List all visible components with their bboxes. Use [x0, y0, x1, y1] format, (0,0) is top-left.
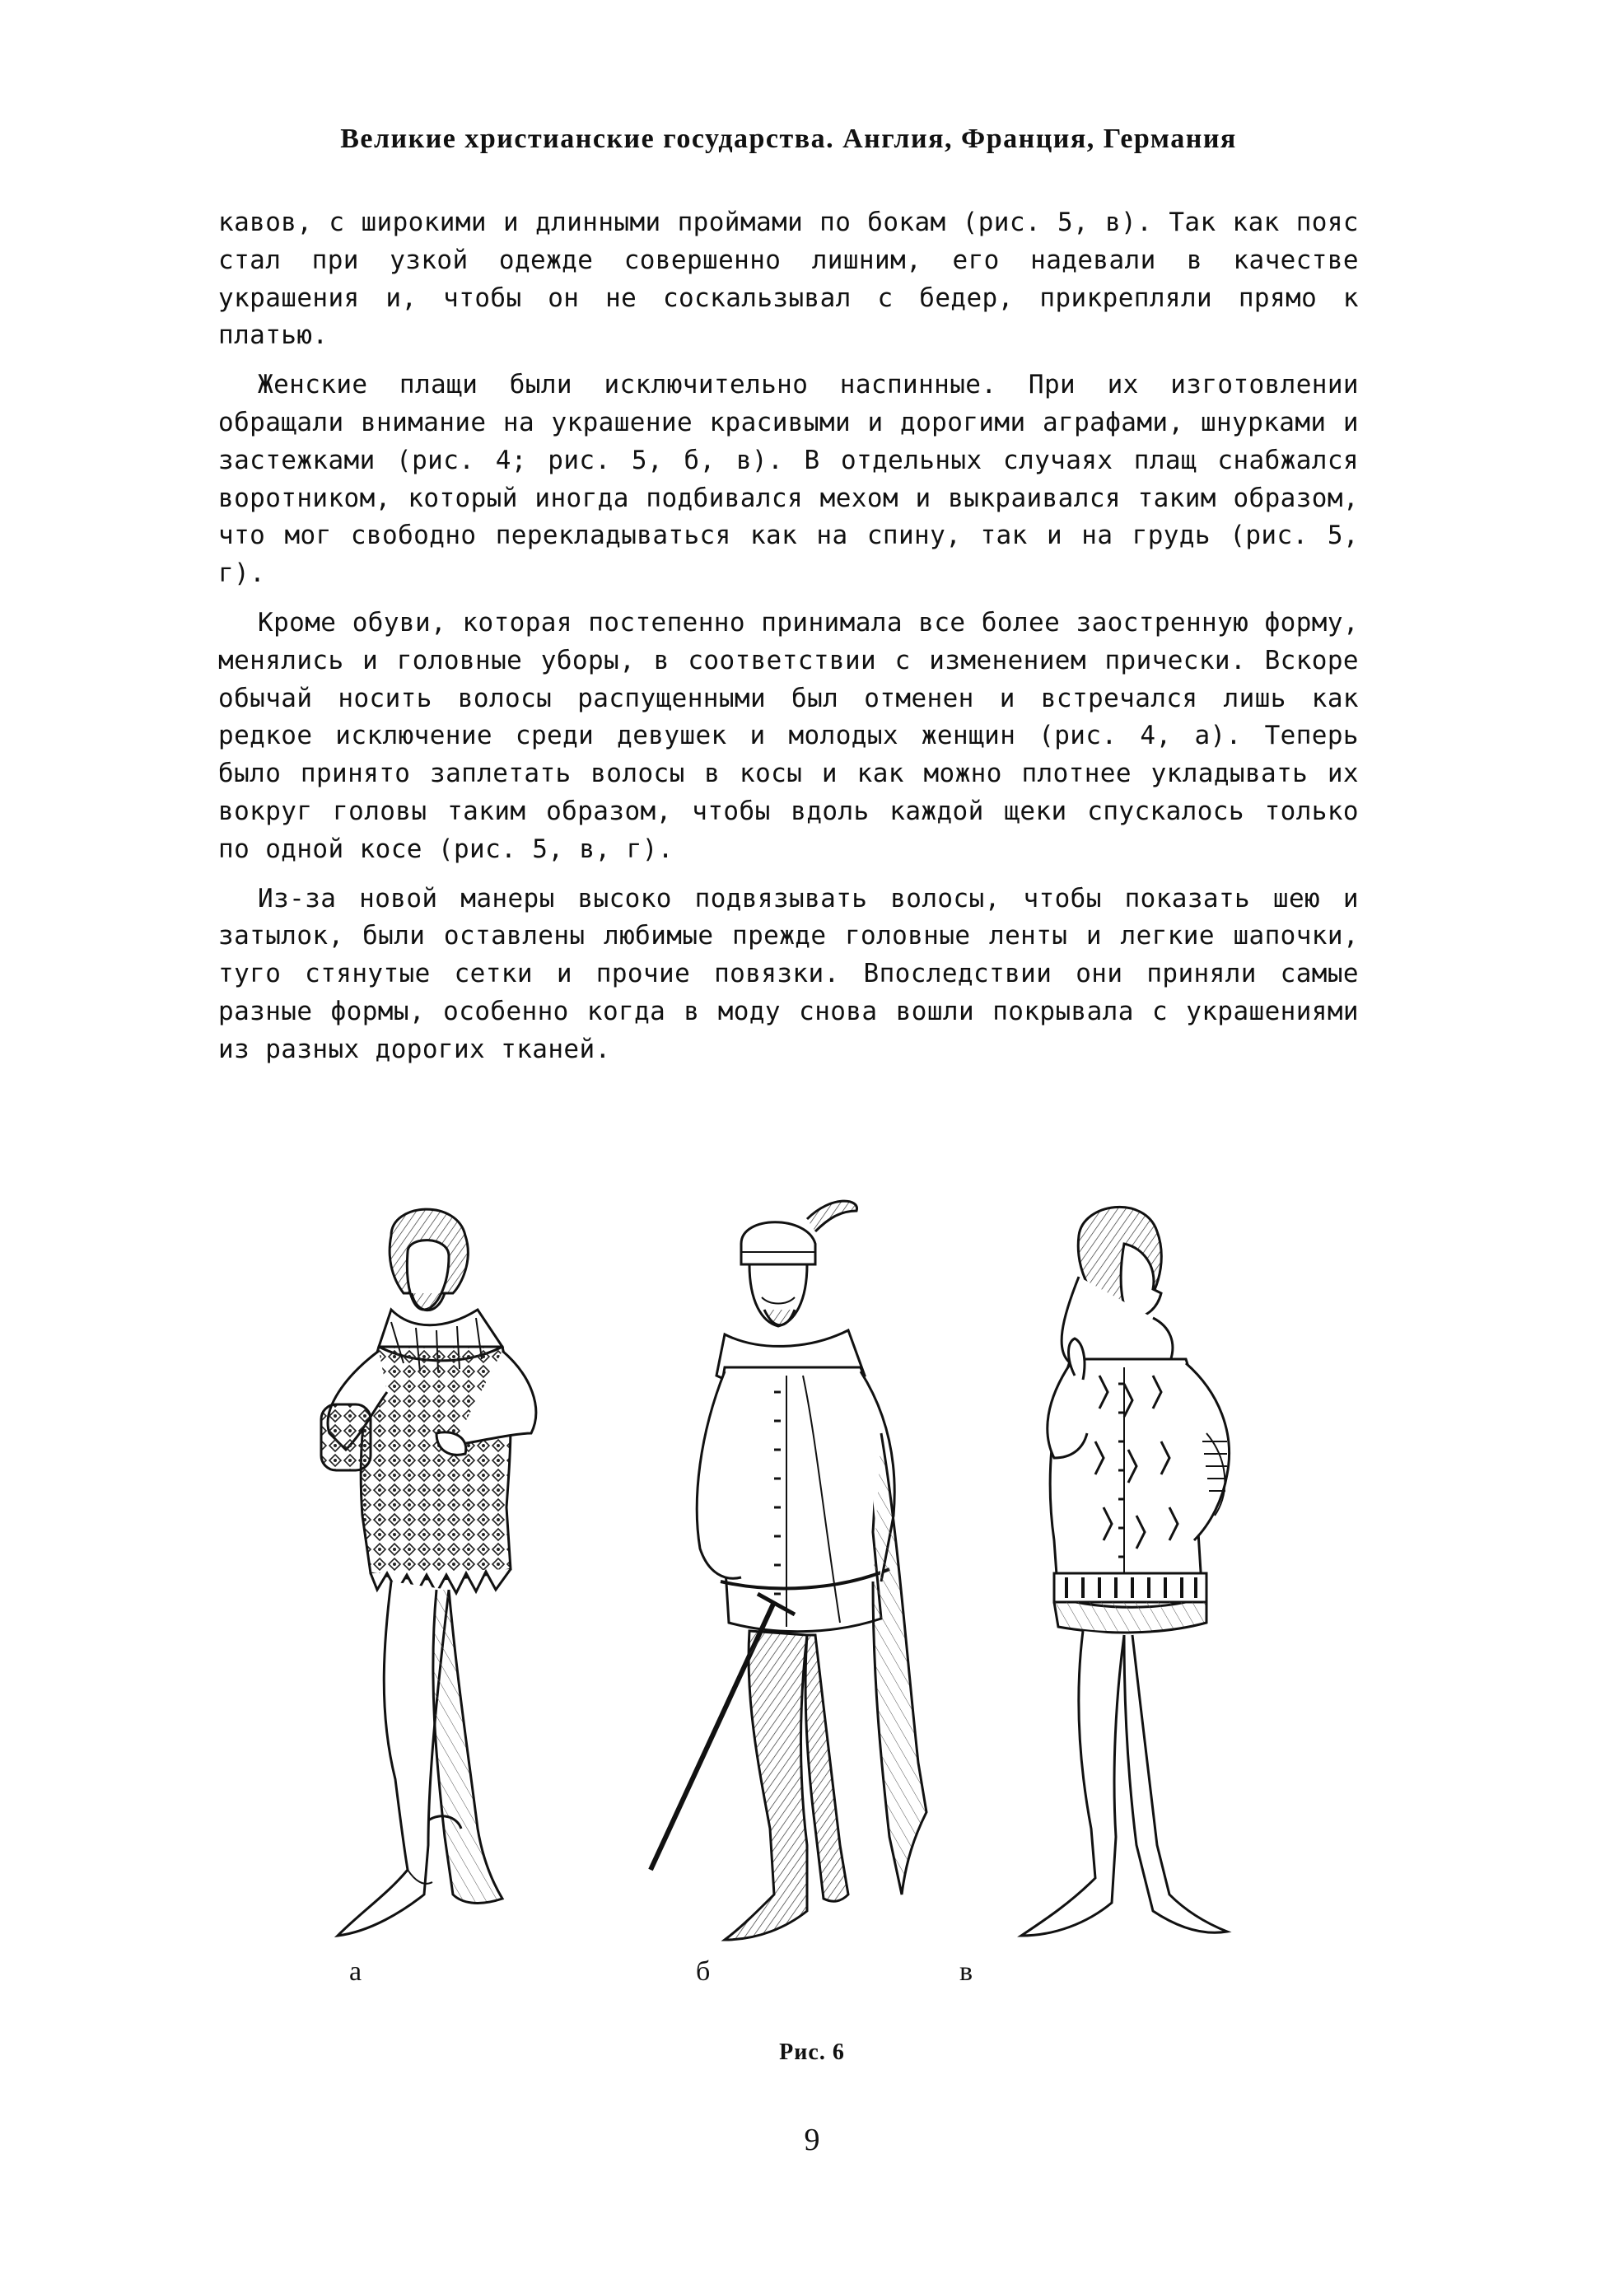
figure-caption: Рис. 6 [779, 2039, 845, 2065]
figure-6-illustration [313, 1186, 1309, 2018]
paragraph-3: Кроме обуви, которая постепенно принимала все более заостренную форму, менялись и головные уборы, в соответствии с изменением прически. Вскоре обычай носить волосы распущенными был отменен и встречался лишь как редкое исключение среди девушек и молодых женщин (рис. 4, а). Теперь было принято заплетать волосы в косы и как можно плотнее укладывать их вокруг головы таким образом, чтобы вдоль каждой щеки спускалось только по одной косе (рис. 5, в, г). [218, 607, 1359, 864]
page-number: 9 [804, 2123, 820, 2157]
running-head: Великие христианские государства. Англия, Франция, Германия [340, 124, 1237, 154]
figure-label-a: а [349, 1956, 362, 1987]
paragraph-4: Из-за новой манеры высоко подвязывать волосы, чтобы показать шею и затылок, были оставлены любимые прежде головные ленты и легкие шапочки, туго стянутые сетки и прочие повязки. Впоследствии они приняли самые разные формы, особенно когда в моду снова вошли покрывала с украшениями из разных дорогих тканей. [218, 883, 1359, 1064]
figure-label-v: в [959, 1956, 973, 1987]
costume-drawings [313, 1186, 1309, 2018]
figure-v-man-in-belted-tunic [1021, 1207, 1230, 1936]
figure-a-man-in-patterned-tunic [321, 1209, 536, 1936]
paragraph-2: Женские плащи были исключительно наспинные. При их изготовлении обращали внимание на украшение красивыми и дорогими аграфами, шнурками и застежками (рис. 4; рис. 5, б, в). В отдельных случаях плащ снабжался воротником, который иногда подбивался мехом и выкраивался таким образом, что мог свободно перекладываться как на спину, так и на грудь (рис. 5, г). [218, 370, 1359, 589]
body-text [218, 204, 1359, 1081]
paragraph-1: кавов, с широкими и длинными проймами по бокам (рис. 5, в). Так как пояс стал при узкой одежде совершенно лишним, его надевали в качестве украшения и, чтобы он не соскальзывал с бедер, прикрепляли прямо к платью. [218, 208, 1359, 351]
figure-label-b: б [696, 1956, 711, 1987]
figure-b-man-with-sword [651, 1201, 926, 1940]
